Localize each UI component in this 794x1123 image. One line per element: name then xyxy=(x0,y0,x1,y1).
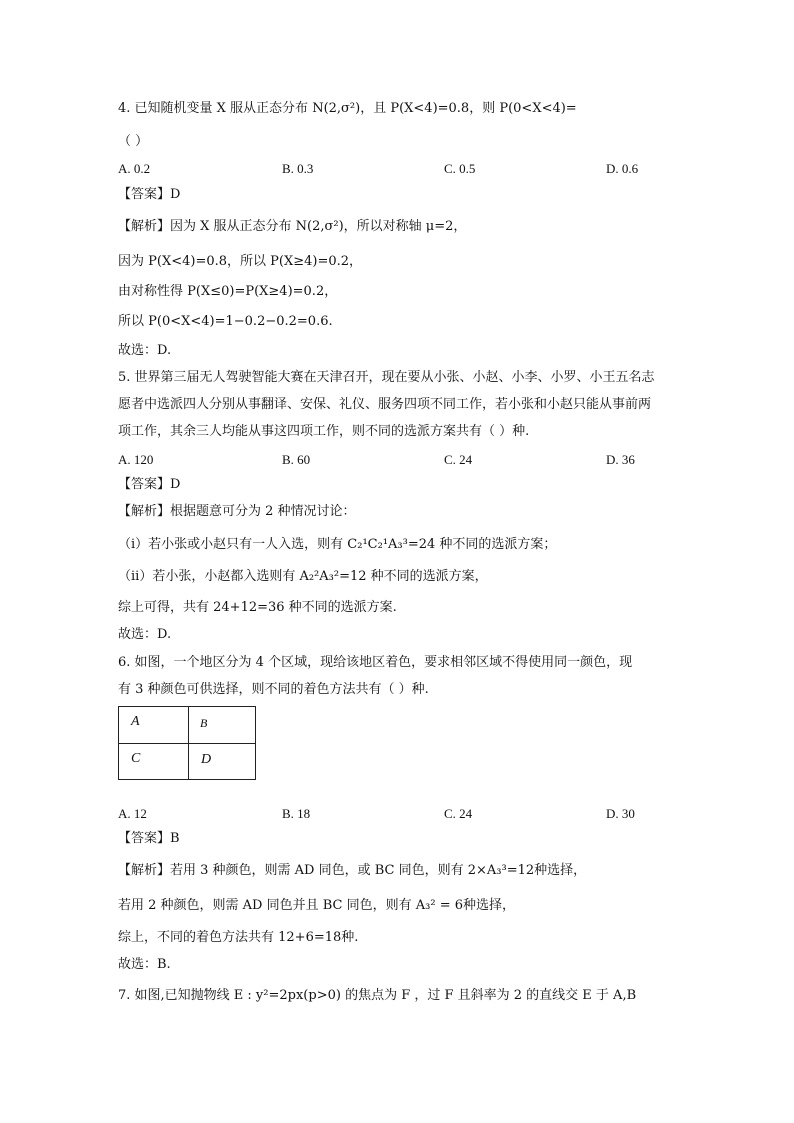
q5-option-a: A. 120 xyxy=(118,452,154,467)
region-grid-figure xyxy=(118,706,256,780)
q6-analysis-line-4: 故选：B. xyxy=(118,957,171,972)
q4-option-b: B. 0.3 xyxy=(282,161,314,176)
q4-stem-line-1: 4. 已知随机变量 X 服从正态分布 N(2,σ²)，且 P(X<4)=0.8，则 P(0<X<4)= xyxy=(118,101,577,116)
q4-option-d: D. 0.6 xyxy=(606,161,639,176)
q6-option-b: B. 18 xyxy=(282,806,311,821)
region-d-label: D xyxy=(201,752,212,767)
grid-divider-horizontal xyxy=(119,743,255,744)
q6-option-d: D. 30 xyxy=(606,806,635,821)
q6-analysis-line-1: 【解析】若用 3 种颜色，则需 AD 同色，或 BC 同色，则有 2×A₃³=12种选择， xyxy=(118,863,587,878)
q5-analysis-line-1: 【解析】根据题意可分为 2 种情况讨论： xyxy=(118,504,356,519)
q5-stem-line-2: 愿者中选派四人分别从事翻译、安保、礼仪、服务四项不同工作，若小张和小赵只能从事前两 xyxy=(118,397,652,412)
region-a-label: A xyxy=(131,714,140,729)
q5-analysis-line-4: 综上可得，共有 24+12=36 种不同的选派方案. xyxy=(118,600,397,615)
region-c-label: C xyxy=(131,751,141,766)
q6-analysis-line-3: 综上，不同的着色方法共有 12+6=18种. xyxy=(118,930,359,945)
q5-analysis-line-2: （i）若小张或小赵只有一人入选，则有 C₂¹C₂¹A₃³=24 种不同的选派方案； xyxy=(118,537,557,552)
q4-answer: 【答案】D xyxy=(118,187,181,202)
q6-option-c: C. 24 xyxy=(444,806,473,821)
q6-analysis-line-2: 若用 2 种颜色，则需 AD 同色并且 BC 同色，则有 A₃² = 6种选择， xyxy=(118,898,515,913)
region-b-label: B xyxy=(200,716,208,730)
q4-analysis-line-1: 【解析】因为 X 服从正态分布 N(2,σ²)，所以对称轴 μ=2， xyxy=(118,219,467,234)
q5-answer: 【答案】D xyxy=(118,477,181,492)
q4-stem-line-2: （ ） xyxy=(118,134,149,149)
q4-analysis-line-3: 由对称性得 P(X≤0)=P(X≥4)=0.2， xyxy=(118,284,338,299)
q7-stem-line-1: 7. 如图,已知抛物线 E : y²=2px(p>0) 的焦点为 F ，过 F 且斜率为 2 的直线交 E 于 A,B xyxy=(118,988,637,1003)
q6-stem-line-2: 有 3 种颜色可供选择，则不同的着色方法共有（ ）种. xyxy=(118,682,429,697)
q5-stem-line-3: 项工作，其余三人均能从事这四项工作，则不同的选派方案共有（ ）种. xyxy=(118,424,530,439)
q5-stem-line-1: 5. 世界第三届无人驾驶智能大赛在天津召开，现在要从小张、小赵、小李、小罗、小王五名志 xyxy=(118,370,655,385)
q6-option-a: A. 12 xyxy=(118,806,147,821)
q5-analysis-line-3: （ii）若小张，小赵都入选则有 A₂²A₃²=12 种不同的选派方案， xyxy=(118,569,488,584)
q5-option-d: D. 36 xyxy=(606,452,635,467)
q4-analysis-line-4: 所以 P(0<X<4)=1−0.2−0.2=0.6. xyxy=(118,314,333,329)
q6-answer: 【答案】B xyxy=(118,831,180,846)
q5-analysis-line-5: 故选：D. xyxy=(118,627,172,642)
q4-analysis-line-5: 故选：D. xyxy=(118,343,172,358)
q4-option-c: C. 0.5 xyxy=(444,161,476,176)
q5-option-b: B. 60 xyxy=(282,452,311,467)
q4-analysis-line-2: 因为 P(X<4)=0.8，所以 P(X≥4)=0.2， xyxy=(118,254,363,269)
q6-stem-line-1: 6. 如图，一个地区分为 4 个区域，现给该地区着色，要求相邻区域不得使用同一颜色，现 xyxy=(118,655,633,670)
q4-option-a: A. 0.2 xyxy=(118,161,151,176)
q5-option-c: C. 24 xyxy=(444,452,473,467)
